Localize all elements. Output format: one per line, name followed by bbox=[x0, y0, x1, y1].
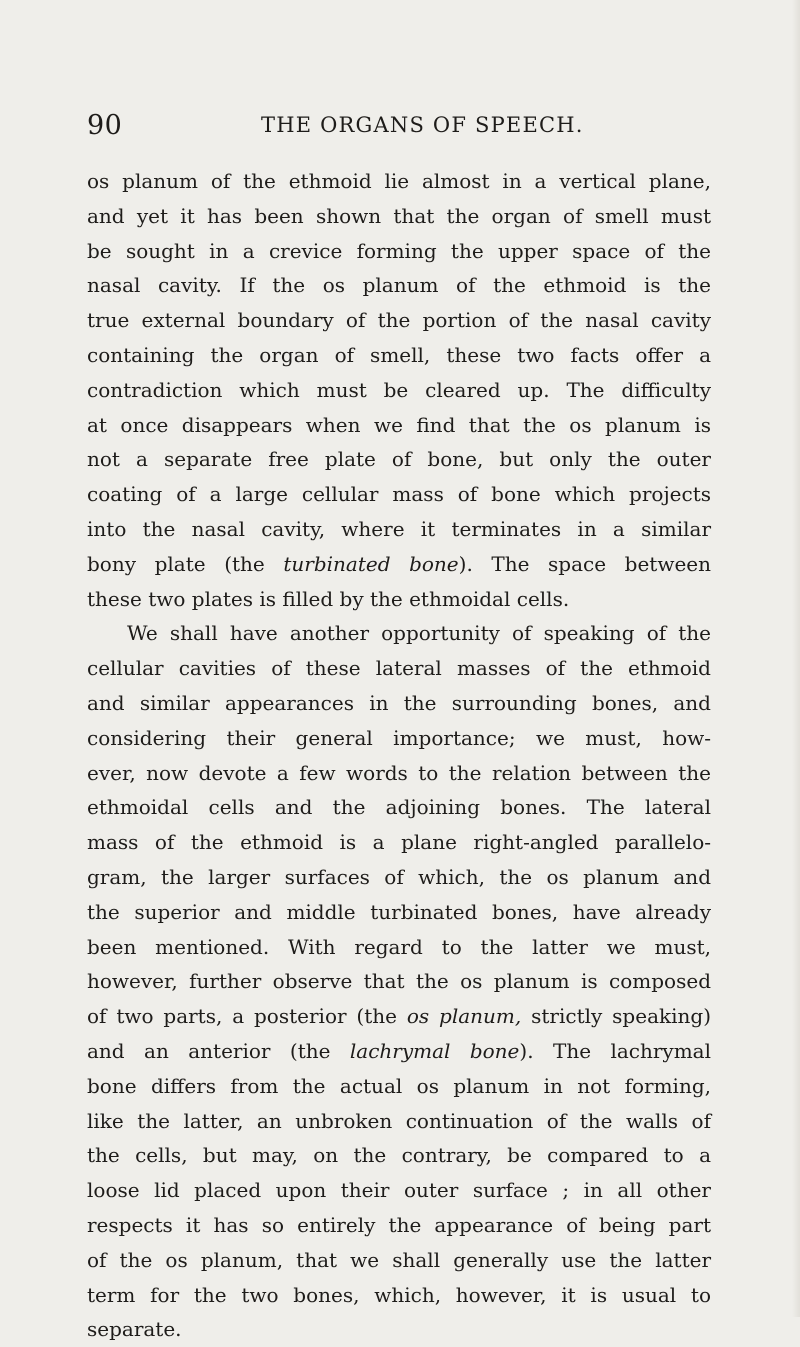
text-run: into the nasal cavity, where it terminates in a similar bbox=[87, 516, 711, 541]
running-header bbox=[87, 110, 707, 146]
text-line bbox=[87, 930, 711, 965]
text-run: coating of a large cellular mass of bone which projects bbox=[87, 482, 711, 507]
text-run: true external boundary of the portion of the nasal cavity bbox=[87, 308, 711, 333]
text-run: nasal cavity. If the os planum of the ethmoid is the bbox=[87, 273, 711, 298]
text-run: bony plate (the bbox=[87, 551, 284, 576]
text-run: containing the organ of smell, these two facts offer a bbox=[87, 342, 711, 367]
text-run: contradiction which must be cleared up. The difficulty bbox=[87, 377, 711, 402]
text-run: and yet it has been shown that the organ of smell must bbox=[87, 203, 711, 228]
text-run: however, further observe that the os planum is composed bbox=[87, 969, 711, 994]
text-line bbox=[87, 477, 711, 512]
text-line bbox=[87, 373, 711, 408]
text-line bbox=[87, 756, 711, 791]
text-run: been mentioned. With regard to the latter we must, bbox=[87, 934, 711, 959]
text-line bbox=[87, 164, 711, 199]
text-line bbox=[87, 721, 711, 756]
text-run: the cells, but may, on the contrary, be compared to a bbox=[87, 1143, 711, 1168]
text-line bbox=[87, 234, 711, 269]
text-line bbox=[87, 512, 711, 547]
text-line bbox=[87, 442, 711, 477]
text-line bbox=[87, 1312, 711, 1347]
text-line bbox=[87, 1138, 711, 1173]
text-run: os planum of the ethmoid lie almost in a vertical plane, bbox=[87, 169, 711, 193]
text-run: cellular cavities of these lateral masses of the ethmoid bbox=[87, 656, 711, 681]
page-edge-shadow bbox=[792, 0, 800, 1317]
text-run: not a separate free plate of bone, but only the outer bbox=[87, 447, 711, 472]
text-run: We shall have another opportunity of speaking of the bbox=[127, 621, 711, 646]
text-run: considering their general importance; we must, how- bbox=[87, 725, 711, 750]
text-run: bone differs from the actual os planum in not forming, bbox=[87, 1073, 711, 1098]
running-title: THE ORGANS OF SPEECH. bbox=[261, 113, 584, 137]
text-run: gram, the larger surfaces of which, the os planum and bbox=[87, 864, 711, 889]
text-run: ethmoidal cells and the adjoining bones. The lateral bbox=[87, 795, 711, 820]
text-line bbox=[87, 303, 711, 338]
text-run: at once disappears when we find that the os planum is bbox=[87, 412, 711, 437]
text-line bbox=[87, 1278, 711, 1313]
text-run: ever, now devote a few words to the relation between the bbox=[87, 760, 711, 785]
text-line bbox=[87, 964, 711, 999]
text-line bbox=[87, 686, 711, 721]
text-run: separate. bbox=[87, 1317, 182, 1342]
text-line bbox=[87, 1034, 711, 1069]
text-line bbox=[87, 825, 711, 860]
italic-term: lachrymal bone bbox=[349, 1038, 520, 1063]
text-line bbox=[87, 1243, 711, 1278]
text-run: ). The lachrymal bbox=[519, 1038, 712, 1063]
text-line bbox=[87, 651, 711, 686]
text-run: like the latter, an unbroken continuation of the walls of bbox=[87, 1108, 711, 1133]
text-run: of two parts, a posterior (the bbox=[87, 1004, 407, 1029]
text-line bbox=[87, 547, 711, 582]
italic-term: turbinated bone bbox=[283, 551, 459, 576]
page-number: 90 bbox=[87, 110, 123, 141]
text-line bbox=[87, 268, 711, 303]
text-run: ). The space between bbox=[458, 551, 712, 576]
text-line bbox=[87, 860, 711, 895]
text-line bbox=[87, 338, 711, 373]
text-line bbox=[87, 616, 711, 651]
italic-term: os planum, bbox=[406, 1004, 522, 1029]
text-run: loose lid placed upon their outer surface ; in all other bbox=[87, 1178, 711, 1203]
text-run: and similar appearances in the surrounding bones, and bbox=[87, 690, 711, 715]
text-line bbox=[87, 895, 711, 930]
text-run: and an anterior (the bbox=[87, 1038, 350, 1063]
text-line bbox=[87, 582, 711, 617]
text-run: strictly speaking) bbox=[521, 1004, 711, 1029]
text-line bbox=[87, 1104, 711, 1139]
text-run: be sought in a crevice forming the upper space of the bbox=[87, 238, 711, 263]
text-run: mass of the ethmoid is a plane right-angled parallelo- bbox=[87, 830, 711, 855]
body-text bbox=[87, 164, 711, 1347]
text-run: the superior and middle turbinated bones, have already bbox=[87, 899, 711, 924]
text-line bbox=[87, 199, 711, 234]
text-line bbox=[87, 999, 711, 1034]
text-run: respects it has so entirely the appearance of being part bbox=[87, 1212, 711, 1237]
text-run: of the os planum, that we shall generally use the latter bbox=[87, 1247, 711, 1272]
text-run: term for the two bones, which, however, it is usual to bbox=[87, 1282, 711, 1307]
text-line bbox=[87, 1069, 711, 1104]
text-line bbox=[87, 790, 711, 825]
text-run: these two plates is filled by the ethmoidal cells. bbox=[87, 586, 570, 611]
text-line bbox=[87, 408, 711, 443]
text-line bbox=[87, 1173, 711, 1208]
text-line bbox=[87, 1208, 711, 1243]
